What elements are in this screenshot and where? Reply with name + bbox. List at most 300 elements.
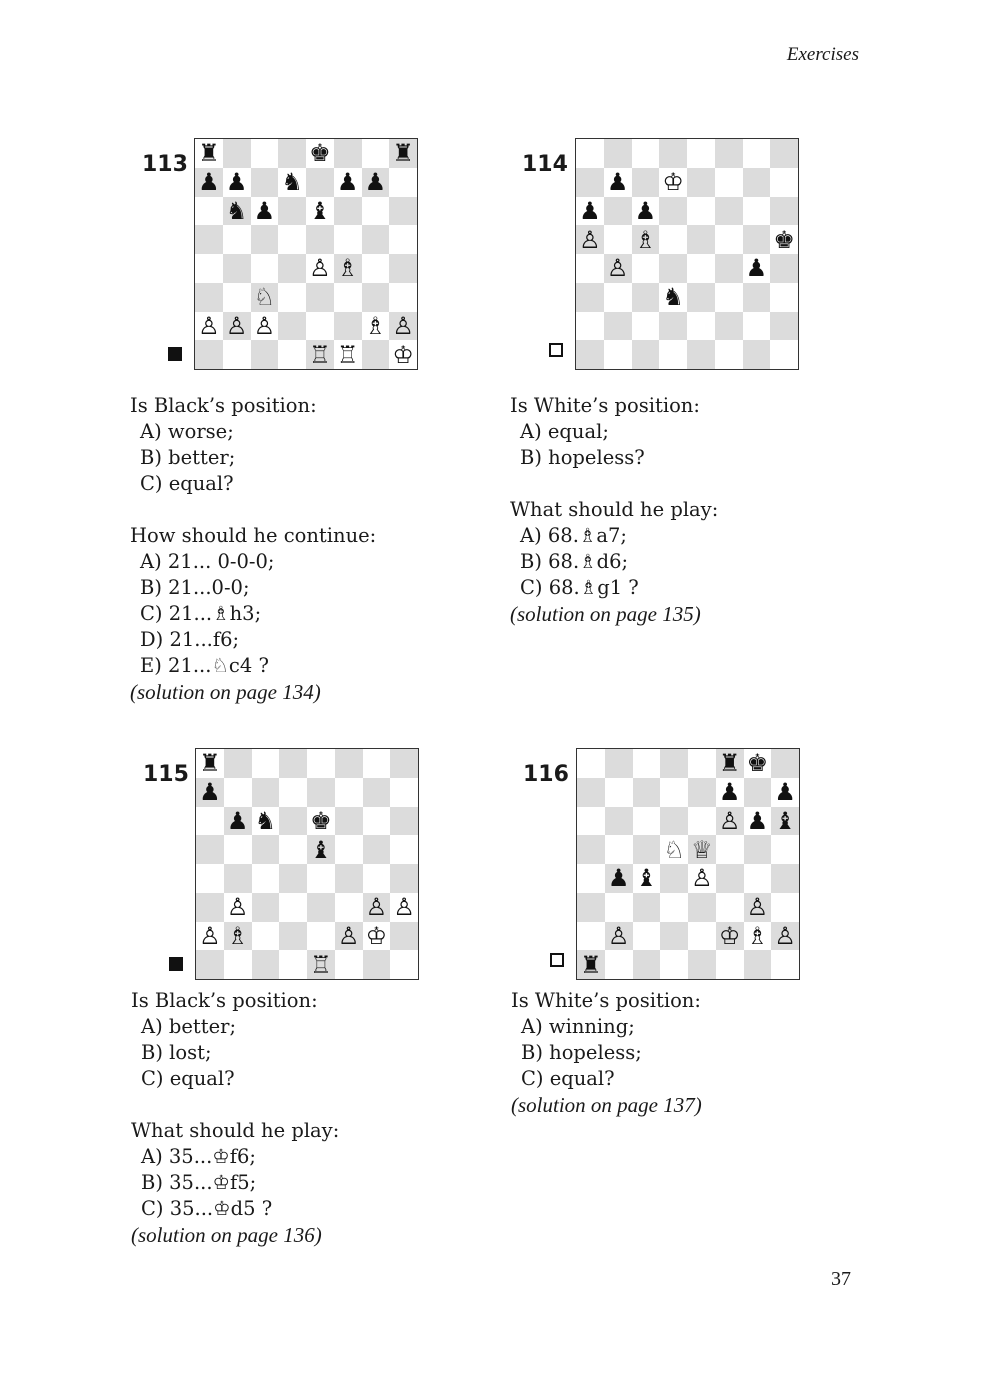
board-square (604, 197, 632, 226)
black-to-move-marker (168, 347, 182, 361)
board-square (251, 139, 279, 168)
board-square (659, 254, 687, 283)
board-square (279, 864, 307, 893)
board-square (771, 749, 799, 778)
board-square (632, 254, 660, 283)
exercise-text (130, 393, 376, 705)
chess-piece-icon: ♟ (746, 806, 769, 835)
answer-option: A) winning; (521, 1015, 635, 1038)
chess-piece-icon: ♞ (281, 168, 303, 197)
white-to-move-marker (550, 953, 564, 967)
chess-piece-icon: ♟ (226, 806, 249, 835)
board-square (278, 139, 306, 168)
answer-option: B) 35...♔f5; (141, 1171, 257, 1194)
board-square (632, 283, 660, 312)
board-square (390, 950, 418, 979)
board-square (605, 835, 633, 864)
exercise-text (510, 393, 718, 627)
chess-piece-icon: ♗ (226, 921, 249, 950)
board-square (577, 749, 605, 778)
board-square (770, 139, 798, 168)
board-square (744, 778, 772, 807)
board-square (605, 893, 633, 922)
chess-piece-icon: ♗ (746, 921, 769, 950)
board-square (660, 778, 688, 807)
board-square (716, 893, 744, 922)
chess-piece-icon: ♝ (310, 835, 332, 864)
board-square (252, 835, 280, 864)
board-square (223, 197, 251, 226)
board-square (334, 139, 362, 168)
chess-piece-icon: ♟ (198, 168, 220, 197)
board-square (576, 225, 604, 254)
board-square (278, 340, 306, 369)
board-square (770, 340, 798, 369)
board-square (224, 922, 252, 951)
question-text: Is White’s position: (510, 394, 700, 417)
board-square (604, 225, 632, 254)
board-square (771, 864, 799, 893)
board-square (715, 254, 743, 283)
board-square (715, 225, 743, 254)
board-square (306, 254, 334, 283)
chess-piece-icon: ♟ (774, 778, 796, 807)
board-square (577, 778, 605, 807)
answer-option: C) equal? (140, 472, 234, 495)
board-square (576, 197, 604, 226)
board-square (632, 197, 660, 226)
board-square (389, 312, 417, 341)
board-square (688, 922, 716, 951)
board-square (743, 312, 771, 341)
chess-piece-icon: ♙ (225, 311, 248, 340)
board-square (196, 864, 224, 893)
board-square (659, 168, 687, 197)
chess-piece-icon: ♟ (225, 168, 248, 197)
board-square (605, 922, 633, 951)
chess-piece-icon: ♕ (691, 835, 713, 864)
board-square (659, 197, 687, 226)
board-square (252, 864, 280, 893)
chess-piece-icon: ♔ (392, 340, 414, 369)
board-square (688, 749, 716, 778)
board-square (334, 254, 362, 283)
board-square (195, 283, 223, 312)
answer-option: E) 21...♘c4 ? (140, 654, 269, 677)
chess-piece-icon: ♙ (392, 311, 414, 340)
board-square (715, 139, 743, 168)
board-square (362, 139, 390, 168)
board-square (659, 312, 687, 341)
diagram-number: 114 (522, 152, 568, 177)
chess-piece-icon: ♖ (310, 950, 332, 979)
chess-piece-icon: ♚ (309, 139, 331, 168)
board-square (770, 168, 798, 197)
chess-piece-icon: ♙ (226, 893, 249, 922)
board-square (687, 254, 715, 283)
board-square (362, 340, 390, 369)
board-square (224, 864, 252, 893)
board-square (278, 197, 306, 226)
board-square (223, 340, 251, 369)
board-square (279, 922, 307, 951)
chess-piece-icon: ♜ (718, 749, 741, 778)
board-square (196, 778, 224, 807)
board-square (306, 225, 334, 254)
board-square (771, 778, 799, 807)
board-square (604, 340, 632, 369)
board-square (632, 340, 660, 369)
answer-option: C) equal? (141, 1067, 235, 1090)
board-square (252, 922, 280, 951)
board-square (633, 922, 661, 951)
solution-reference: (solution on page 136) (131, 1223, 322, 1247)
board-square (195, 340, 223, 369)
board-square (389, 225, 417, 254)
board-square (633, 893, 661, 922)
board-square (770, 312, 798, 341)
board-square (307, 950, 335, 979)
board-square (576, 283, 604, 312)
board-square (716, 950, 744, 979)
board-square (224, 835, 252, 864)
board-square (279, 893, 307, 922)
answer-option: A) better; (141, 1015, 237, 1038)
board-square (687, 283, 715, 312)
chess-board (195, 748, 419, 980)
question-text: Is White’s position: (511, 989, 701, 1012)
board-square (389, 197, 417, 226)
chess-piece-icon: ♜ (199, 749, 221, 778)
chess-board (576, 748, 800, 980)
diagram-number: 113 (142, 152, 188, 177)
board-square (660, 893, 688, 922)
board-square (307, 807, 335, 836)
board-square (659, 340, 687, 369)
board-square (224, 893, 252, 922)
board-square (363, 835, 391, 864)
chess-piece-icon: ♜ (198, 139, 220, 168)
chess-piece-icon: ♘ (663, 835, 685, 864)
board-square (771, 950, 799, 979)
board-square (660, 950, 688, 979)
board-square (632, 168, 660, 197)
board-square (363, 950, 391, 979)
board-square (335, 864, 363, 893)
board-square (390, 922, 418, 951)
question-text: Is Black’s position: (131, 989, 318, 1012)
board-square (389, 254, 417, 283)
chess-piece-icon: ♙ (691, 864, 713, 893)
chess-piece-icon: ♔ (662, 168, 684, 197)
answer-option: C) equal? (521, 1067, 615, 1090)
board-square (224, 807, 252, 836)
board-square (223, 225, 251, 254)
board-square (659, 225, 687, 254)
board-square (744, 950, 772, 979)
board-square (195, 254, 223, 283)
board-square (363, 749, 391, 778)
board-square (278, 168, 306, 197)
question-text: Is Black’s position: (130, 394, 317, 417)
board-square (604, 168, 632, 197)
board-square (307, 835, 335, 864)
board-square (362, 225, 390, 254)
chess-piece-icon: ♟ (606, 168, 629, 197)
board-square (363, 893, 391, 922)
board-square (307, 893, 335, 922)
board-square (278, 254, 306, 283)
board-square (196, 749, 224, 778)
chess-piece-icon: ♟ (607, 864, 630, 893)
board-square (577, 922, 605, 951)
board-square (334, 312, 362, 341)
board-square (334, 340, 362, 369)
board-square (605, 749, 633, 778)
board-square (306, 340, 334, 369)
board-square (688, 807, 716, 836)
board-square (605, 950, 633, 979)
chess-piece-icon: ♙ (774, 921, 796, 950)
board-square (196, 835, 224, 864)
board-square (687, 312, 715, 341)
board-square (306, 312, 334, 341)
board-square (744, 835, 772, 864)
board-square (743, 340, 771, 369)
answer-option: A) 68.♗a7; (520, 524, 627, 547)
board-square (306, 168, 334, 197)
board-square (770, 197, 798, 226)
white-to-move-marker (549, 343, 563, 357)
board-square (390, 749, 418, 778)
chess-piece-icon: ♞ (225, 196, 248, 225)
board-square (362, 197, 390, 226)
board-square (744, 807, 772, 836)
chess-piece-icon: ♔ (365, 921, 388, 950)
board-square (390, 807, 418, 836)
board-square (278, 225, 306, 254)
chess-board (575, 138, 799, 370)
board-square (334, 168, 362, 197)
board-square (715, 168, 743, 197)
chess-piece-icon: ♝ (309, 196, 331, 225)
board-square (223, 139, 251, 168)
chess-piece-icon: ♖ (309, 340, 331, 369)
board-square (659, 139, 687, 168)
board-square (744, 893, 772, 922)
board-square (688, 950, 716, 979)
chess-piece-icon: ♝ (635, 864, 658, 893)
chess-piece-icon: ♚ (310, 806, 332, 835)
board-square (577, 835, 605, 864)
solution-reference: (solution on page 134) (130, 680, 321, 704)
chess-piece-icon: ♝ (774, 806, 796, 835)
board-square (335, 835, 363, 864)
board-square (688, 893, 716, 922)
board-square (251, 197, 279, 226)
diagram-number: 116 (523, 762, 569, 787)
board-square (715, 340, 743, 369)
board-square (660, 807, 688, 836)
board-square (633, 835, 661, 864)
board-square (605, 807, 633, 836)
chess-piece-icon: ♙ (579, 225, 601, 254)
board-square (576, 139, 604, 168)
board-square (362, 283, 390, 312)
board-square (251, 312, 279, 341)
chess-piece-icon: ♟ (718, 778, 741, 807)
chess-piece-icon: ♙ (337, 921, 360, 950)
board-square (334, 225, 362, 254)
board-square (390, 778, 418, 807)
question-text: How should he continue: (130, 524, 377, 547)
board-square (771, 807, 799, 836)
board-square (632, 312, 660, 341)
board-square (223, 283, 251, 312)
answer-option: C) 35...♔d5 ? (141, 1197, 273, 1220)
board-square (660, 835, 688, 864)
answer-option: B) 21...0-0; (140, 576, 250, 599)
board-square (688, 864, 716, 893)
board-square (307, 864, 335, 893)
board-square (687, 197, 715, 226)
board-square (688, 835, 716, 864)
chess-piece-icon: ♙ (309, 254, 331, 283)
board-square (577, 807, 605, 836)
chess-piece-icon: ♙ (393, 893, 415, 922)
board-square (633, 864, 661, 893)
diagram-number: 115 (143, 762, 189, 787)
board-square (743, 225, 771, 254)
answer-option: D) 21...f6; (140, 628, 240, 651)
chess-piece-icon: ♟ (579, 196, 601, 225)
answer-option: B) hopeless; (521, 1041, 642, 1064)
board-square (605, 778, 633, 807)
board-square (605, 864, 633, 893)
board-square (252, 778, 280, 807)
solution-reference: (solution on page 137) (511, 1093, 702, 1117)
board-square (390, 864, 418, 893)
board-square (687, 139, 715, 168)
board-square (743, 168, 771, 197)
board-square (577, 950, 605, 979)
chess-piece-icon: ♙ (198, 311, 220, 340)
board-square (334, 283, 362, 312)
board-square (335, 950, 363, 979)
board-square (715, 197, 743, 226)
board-square (334, 197, 362, 226)
answer-option: A) 21... 0-0-0; (140, 550, 275, 573)
board-square (252, 893, 280, 922)
board-square (278, 312, 306, 341)
chess-piece-icon: ♗ (336, 254, 359, 283)
answer-option: B) better; (140, 446, 236, 469)
board-square (744, 864, 772, 893)
answer-option: A) equal; (520, 420, 609, 443)
board-square (632, 225, 660, 254)
board-square (660, 864, 688, 893)
board-square (576, 168, 604, 197)
board-square (224, 950, 252, 979)
board-square (716, 864, 744, 893)
board-square (576, 340, 604, 369)
page-number: 37 (831, 1268, 851, 1290)
answer-option: C) 68.♗g1 ? (520, 576, 639, 599)
board-square (252, 807, 280, 836)
chess-piece-icon: ♟ (745, 254, 768, 283)
board-square (252, 950, 280, 979)
chess-piece-icon: ♟ (336, 168, 359, 197)
exercise-text (131, 988, 339, 1248)
board-square (223, 312, 251, 341)
board-square (363, 778, 391, 807)
board-square (743, 254, 771, 283)
board-square (195, 225, 223, 254)
board-square (716, 807, 744, 836)
chess-piece-icon: ♗ (634, 225, 657, 254)
board-square (307, 749, 335, 778)
chess-piece-icon: ♞ (254, 806, 277, 835)
answer-option: B) 68.♗d6; (520, 550, 629, 573)
board-square (390, 835, 418, 864)
chess-piece-icon: ♘ (253, 283, 276, 312)
board-square (743, 197, 771, 226)
board-square (362, 312, 390, 341)
board-square (659, 283, 687, 312)
board-square (196, 893, 224, 922)
board-square (633, 749, 661, 778)
chess-piece-icon: ♞ (662, 283, 684, 312)
chess-piece-icon: ♙ (607, 921, 630, 950)
board-square (278, 283, 306, 312)
chess-piece-icon: ♖ (336, 340, 359, 369)
board-square (195, 168, 223, 197)
board-square (251, 225, 279, 254)
board-square (660, 922, 688, 951)
board-square (744, 922, 772, 951)
board-square (604, 312, 632, 341)
chess-piece-icon: ♟ (634, 196, 657, 225)
board-square (362, 254, 390, 283)
board-square (771, 835, 799, 864)
board-square (389, 168, 417, 197)
board-square (771, 893, 799, 922)
board-square (770, 283, 798, 312)
board-square (687, 340, 715, 369)
board-square (251, 254, 279, 283)
board-square (335, 922, 363, 951)
board-square (279, 749, 307, 778)
board-square (307, 922, 335, 951)
board-square (279, 807, 307, 836)
board-square (223, 254, 251, 283)
board-square (604, 283, 632, 312)
board-square (251, 283, 279, 312)
chess-piece-icon: ♟ (364, 168, 387, 197)
answer-option: C) 21...♗h3; (140, 602, 262, 625)
board-square (604, 139, 632, 168)
board-square (770, 225, 798, 254)
board-square (633, 778, 661, 807)
board-square (279, 950, 307, 979)
board-square (687, 225, 715, 254)
answer-option: B) hopeless? (520, 446, 645, 469)
board-square (279, 778, 307, 807)
solution-reference: (solution on page 135) (510, 602, 701, 626)
board-square (363, 922, 391, 951)
board-square (688, 778, 716, 807)
board-square (716, 749, 744, 778)
